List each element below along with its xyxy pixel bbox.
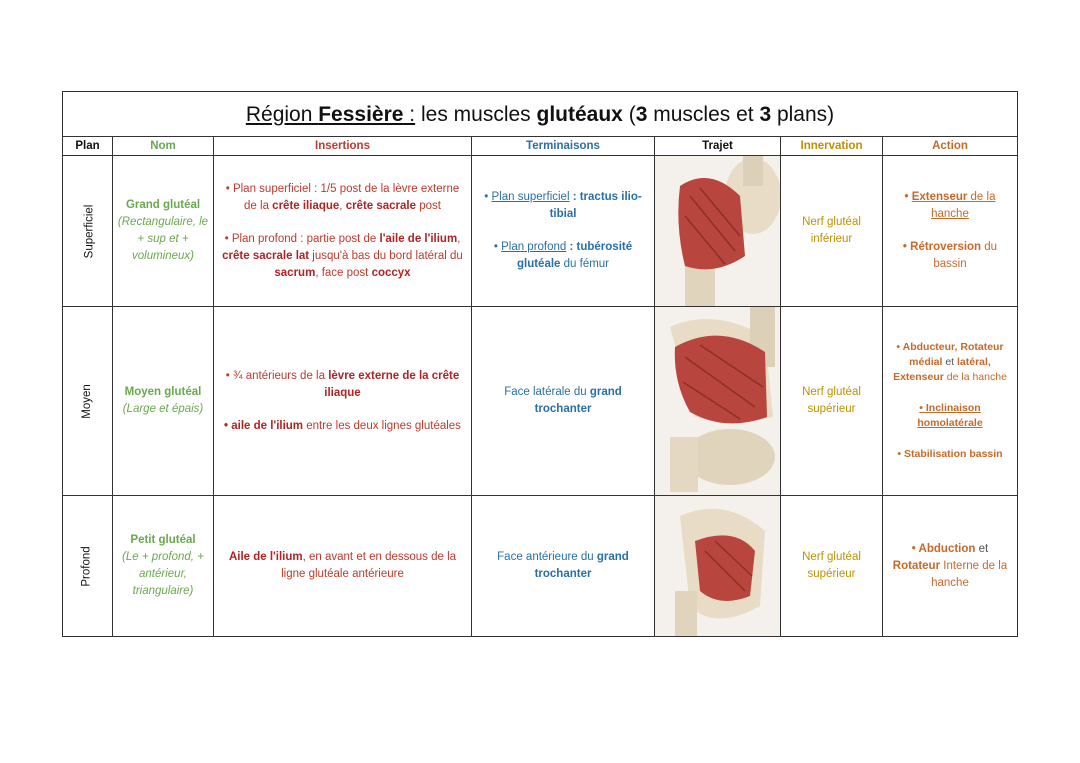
muscle-table-sheet	[62, 91, 1017, 637]
header-insertions: Insertions	[214, 137, 472, 156]
plan-cell: Profond	[63, 496, 113, 637]
action-cell: • Abduction et Rotateur Interne de la hanche	[883, 496, 1018, 637]
header-trajet: Trajet	[655, 137, 781, 156]
action-cell: • Extenseur de la hanche • Rétroversion du bassin	[883, 156, 1018, 307]
name-cell: Moyen glutéal (Large et épais)	[113, 307, 214, 496]
innervation-cell: Nerf glutéal supérieur	[781, 496, 883, 637]
action-cell: • Abducteur, Rotateur médial et latéral, Extenseur de la hanche • Inclinaison homolatérale • Stabilisation bassin	[883, 307, 1018, 496]
terminaisons-cell: • Plan superficiel : tractus ilio-tibial • Plan profond : tubérosité glutéale du fémur	[472, 156, 655, 307]
trajet-image-cell	[655, 496, 781, 637]
muscle-table	[62, 91, 1018, 637]
bone-muscle-illustration-moyen	[655, 307, 781, 495]
insertions-cell: • ¾ antérieurs de la lèvre externe de la crête iliaque • aile de l'ilium entre les deux lignes glutéales	[214, 307, 472, 496]
header-nom: Nom	[113, 137, 214, 156]
bone-muscle-illustration-grand	[655, 156, 781, 306]
bone-muscle-illustration-petit	[655, 496, 781, 636]
trajet-image-cell	[655, 156, 781, 307]
terminaisons-cell: Face antérieure du grand trochanter	[472, 496, 655, 637]
table-row	[63, 496, 1018, 637]
insertions-cell: Aile de l'ilium, en avant et en dessous de la ligne glutéale antérieure	[214, 496, 472, 637]
insertions-cell: • Plan superficiel : 1/5 post de la lèvre externe de la crête iliaque, crête sacrale post • Plan profond : partie post de l'aile de l'ilium, crête sacrale lat jusqu'à bas du bord latéral du sacrum, face post coccyx	[214, 156, 472, 307]
table-row	[63, 307, 1018, 496]
header-innervation: Innervation	[781, 137, 883, 156]
header-row	[63, 137, 1018, 156]
header-action: Action	[883, 137, 1018, 156]
page-title: Région Fessière : les muscles glutéaux (3 muscles et 3 plans)	[63, 92, 1018, 137]
trajet-image-cell	[655, 307, 781, 496]
innervation-cell: Nerf glutéal supérieur	[781, 307, 883, 496]
header-terminaisons: Terminaisons	[472, 137, 655, 156]
plan-cell: Superficiel	[63, 156, 113, 307]
plan-cell: Moyen	[63, 307, 113, 496]
name-cell: Petit glutéal (Le + profond, + antérieur, triangulaire)	[113, 496, 214, 637]
table-row	[63, 156, 1018, 307]
terminaisons-cell: Face latérale du grand trochanter	[472, 307, 655, 496]
name-cell: Grand glutéal (Rectangulaire, le + sup et + volumineux)	[113, 156, 214, 307]
header-plan: Plan	[63, 137, 113, 156]
innervation-cell: Nerf glutéal inférieur	[781, 156, 883, 307]
